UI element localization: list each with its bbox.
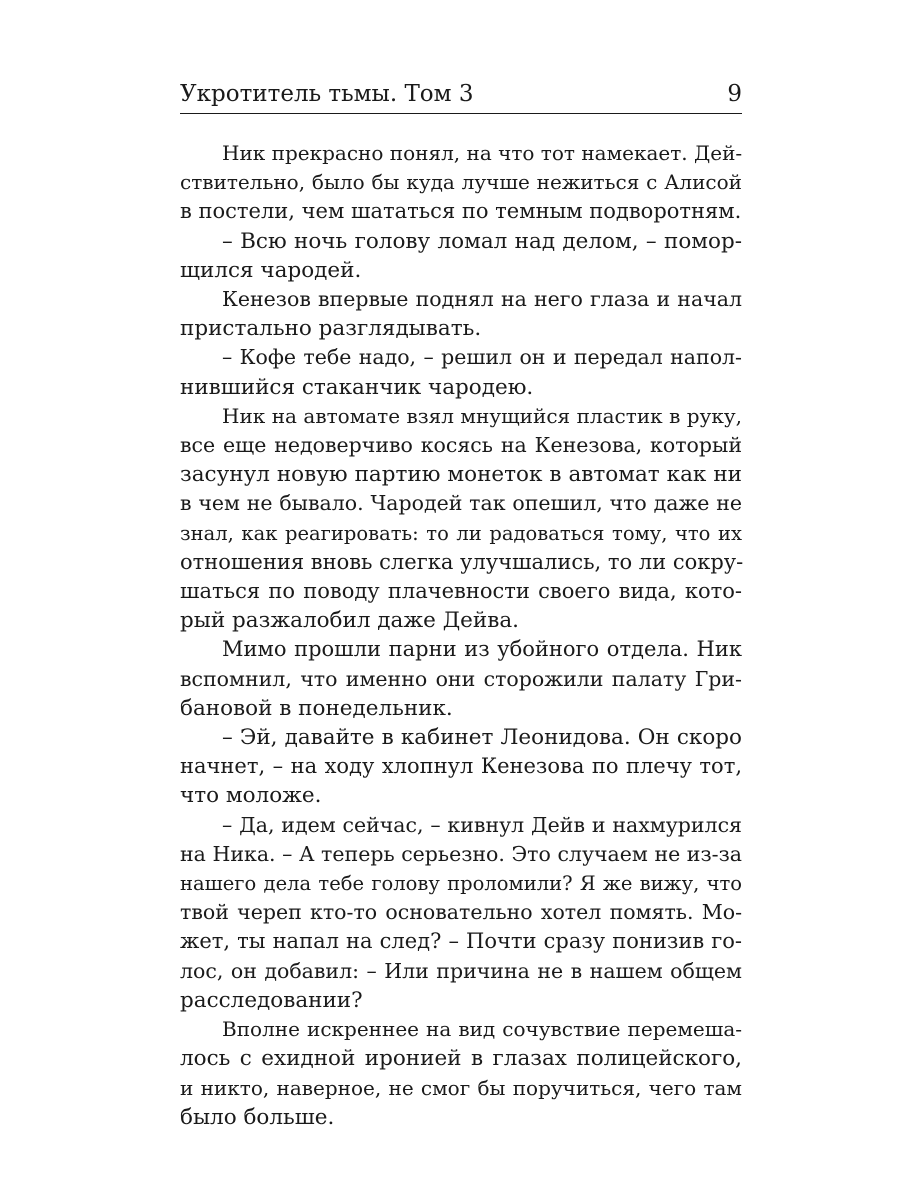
text-line: Кенезов впервые поднял на него глаза и начал	[222, 287, 742, 312]
text-line: нашего дела тебе голову проломили? Я же вижу, что	[180, 872, 742, 896]
running-title: Укротитель тьмы. Том 3	[180, 81, 474, 107]
paragraph	[180, 811, 742, 1015]
text-line: пристально разглядывать.	[180, 316, 482, 342]
text-line: отношения вновь слегка улучшались, то ли сокру-	[180, 549, 744, 574]
text-line: расследовании?	[180, 987, 363, 1013]
text-line: засунул новую партию монеток в автомат как ни	[180, 462, 742, 488]
text-line: было больше.	[180, 1104, 335, 1130]
text-line: Мимо прошли парни из убойного отдела. Ник	[222, 637, 742, 662]
paragraph	[180, 1015, 742, 1132]
text-line: – Всю ночь голову ломал над делом, – помор-	[222, 228, 742, 254]
text-line: рый разжалобил даже Дейва.	[180, 608, 519, 634]
paragraph	[180, 723, 742, 811]
text-line: начнет, – на ходу хлопнул Кенезова по плечу тот,	[180, 754, 742, 779]
text-line: лос, он добавил: – Или причина не в нашем общем	[180, 958, 742, 983]
paragraph	[180, 343, 742, 401]
text-line: твой череп кто-то основательно хотел помять. Мо-	[180, 900, 742, 925]
text-line: все еще недоверчиво косясь на Кенезова, который	[180, 433, 742, 458]
paragraph	[180, 227, 742, 285]
text-line: – Да, идем сейчас, – кивнул Дейв и нахмурился	[222, 812, 742, 837]
text-line: шаться по поводу плачевности своего вида, кото-	[180, 579, 742, 604]
text-line: жет, ты напал на след? – Почти сразу понизив го-	[180, 929, 742, 954]
text-line: – Эй, давайте в кабинет Леонидова. Он скоро	[222, 725, 742, 751]
text-line: вспомнил, что именно они сторожили палату Гри-	[180, 666, 742, 691]
text-line: в постели, чем шататься по темным подворотням.	[180, 199, 742, 224]
text-line: Ник прекрасно понял, на что тот намекает. Дей-	[222, 141, 743, 165]
text-line: бановой в понедельник.	[180, 695, 453, 721]
text-line: лось с ехидной иронией в глазах полицейского,	[180, 1046, 742, 1072]
text-line: нившийся стаканчик чародею.	[180, 374, 534, 400]
body-text	[180, 139, 742, 1132]
text-line: щился чародей.	[180, 257, 362, 283]
text-line: – Кофе тебе надо, – решил он и передал напол-	[222, 345, 742, 370]
text-line: и никто, наверное, не смог бы поручиться, чего там	[180, 1075, 742, 1100]
paragraph	[180, 285, 742, 343]
paragraph	[180, 139, 742, 227]
text-line: ствительно, было бы куда лучше нежиться с Алисой	[180, 170, 742, 195]
text-line: на Ника. – А теперь серьезно. Это случаем не из-за	[180, 841, 742, 866]
text-line: что моложе.	[180, 783, 322, 809]
header-rule	[180, 113, 742, 114]
paragraph	[180, 402, 742, 636]
text-line: в чем не бывало. Чародей так опешил, что даже не	[180, 491, 742, 516]
text-line: знал, как реагировать: то ли радоваться тому, что их	[180, 521, 742, 545]
page-number: 9	[727, 81, 742, 107]
running-header	[180, 79, 742, 109]
text-line: Ник на автомате взял мнущийся пластик в руку,	[222, 403, 742, 428]
paragraph	[180, 635, 742, 723]
text-line: Вполне искреннее на вид сочувствие перемеша-	[222, 1017, 742, 1042]
